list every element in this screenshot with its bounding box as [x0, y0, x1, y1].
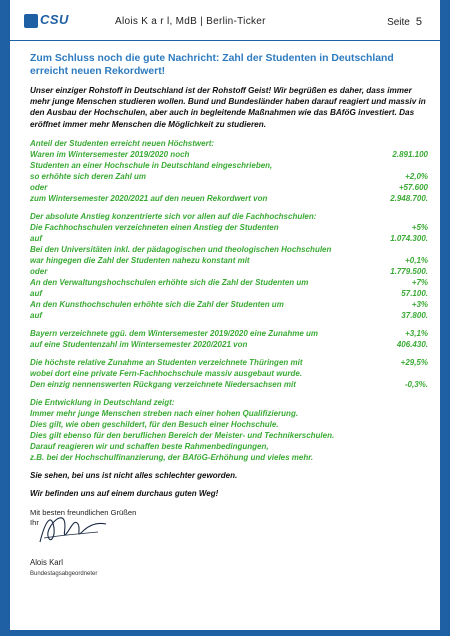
logo-text: CSU [40, 12, 69, 27]
line-value: 37.800. [401, 310, 428, 320]
page-number: 5 [415, 16, 422, 28]
data-line [30, 255, 428, 266]
data-line [30, 222, 428, 233]
line-value: 2.948.700. [390, 193, 428, 203]
conclusion-line: Immer mehr junge Menschen streben nach einer hohen Qualifizierung. [30, 408, 299, 418]
line-text: Bayern verzeichnete ggü. dem Wintersemester 2019/2020 eine Zunahme um [30, 328, 319, 338]
data-line [30, 288, 428, 299]
line-value: +7% [411, 277, 428, 287]
line-text: zum Wintersemester 2020/2021 auf den neuen Rekordwert von [30, 193, 268, 203]
right-border-bar [440, 0, 450, 636]
closing-remarks [30, 470, 428, 499]
line-text: oder [30, 182, 48, 192]
handwritten-signature [36, 508, 116, 550]
data-line [30, 160, 428, 171]
regards-ihr: Ihr [30, 517, 39, 527]
data-line [30, 339, 428, 350]
closing-line: Wir befinden uns auf einem durchaus guten Weg! [30, 488, 219, 498]
conclusion-line: Darauf reagieren wir und schaffen beste Rahmenbedingungen, [30, 441, 269, 451]
data-line [30, 379, 428, 390]
conclusion-line: z.B. bei der Hochschulfinanzierung, der BAföG-Erhöhung und vieles mehr. [30, 452, 314, 462]
line-value: +3% [411, 299, 428, 309]
data-line [30, 266, 428, 277]
section-bavaria [30, 328, 428, 350]
line-value: -0,3%. [404, 379, 428, 389]
line-text: auf [30, 288, 42, 298]
line-text: Anteil der Studenten erreicht neuen Höchstwert: [30, 138, 215, 148]
section-states [30, 357, 428, 390]
line-text: auf eine Studentenzahl im Wintersemester 2020/2021 von [30, 339, 248, 349]
line-text: Studenten an einer Hochschule in Deutschland eingeschrieben, [30, 160, 273, 170]
line-text: An den Kunsthochschulen erhöhte sich die Zahl der Studenten um [30, 299, 284, 309]
signature-block [30, 508, 428, 579]
regards-text: Mit besten freundlichen Grüßen [30, 507, 137, 517]
line-text: wobei dort eine private Fern-Fachhochschule massiv ausgebaut wurde. [30, 368, 303, 378]
article-content [30, 52, 428, 579]
line-text: Der absolute Anstieg konzentrierte sich vor allen auf die Fachhochschulen: [30, 211, 317, 221]
page-header [10, 0, 440, 38]
line-value [420, 368, 428, 379]
line-text: Die höchste relative Zunahme an Studenten verzeichnete Thüringen mit [30, 357, 303, 367]
data-line [30, 171, 428, 182]
line-value: 57.100. [401, 288, 428, 298]
line-text: auf [30, 233, 42, 243]
article-intro: Unser einziger Rohstoff in Deutschland ist der Rohstoff Geist! Wir begrüßen es daher, dass immer mehr junge Menschen studieren wollen. Bund und Bundesländer haben darauf reagiert und massiv in den Ausbau der Hochschulen, aber auch in begleitende Maßnahmen wie das BAföG investiert. Das eröffnet immer mehr Menschen die Möglichkeit zu studieren. [30, 86, 426, 129]
section-conclusion [30, 397, 428, 463]
data-line [30, 368, 428, 379]
line-text: auf [30, 310, 42, 320]
data-line [30, 244, 428, 255]
data-line [30, 138, 428, 149]
header-divider [10, 40, 440, 41]
data-line [30, 357, 428, 368]
data-line [30, 211, 428, 222]
line-value: +3,1% [405, 328, 428, 338]
left-border-bar [0, 0, 10, 636]
line-value: 2.891.100 [392, 149, 428, 159]
conclusion-line: Dies gilt ebenso für den beruflichen Bereich der Meister- und Technikerschulen. [30, 430, 335, 440]
conclusion-line: Dies gilt, wie oben geschildert, für den Besuch einer Hochschule. [30, 419, 279, 429]
section-university-types [30, 211, 428, 321]
line-value [420, 244, 428, 255]
line-value: 406.430. [396, 339, 428, 349]
data-line [30, 149, 428, 160]
line-value: 1.074.300. [390, 233, 428, 243]
line-value: +2,0% [405, 171, 428, 181]
line-value [420, 211, 428, 222]
data-line [30, 310, 428, 321]
csu-logo [24, 12, 69, 32]
line-text: An den Verwaltungshochschulen erhöhte sich die Zahl der Studenten um [30, 277, 309, 287]
data-line [30, 277, 428, 288]
line-text: so erhöhte sich deren Zahl um [30, 171, 147, 181]
data-line [30, 182, 428, 193]
line-text: Waren im Wintersemester 2019/2020 noch [30, 149, 190, 159]
data-line [30, 233, 428, 244]
line-value: 1.779.500. [390, 266, 428, 276]
data-line [30, 328, 428, 339]
line-text: war hingegen die Zahl der Studenten nahezu konstant mit [30, 255, 250, 265]
line-value: +29,5% [400, 357, 428, 367]
data-line [30, 299, 428, 310]
line-value [420, 138, 428, 149]
article-headline: Zum Schluss noch die gute Nachricht: Zahl der Studenten in Deutschland erreicht neuen Rekordwert! [30, 53, 394, 77]
signature-name: Alois Karl [30, 557, 63, 567]
bottom-border-bar [10, 630, 440, 636]
closing-line: Sie sehen, bei uns ist nicht alles schlechter geworden. [30, 470, 238, 480]
line-text: Bei den Universitäten inkl. der pädagogischen und theologischen Hochschulen [30, 244, 332, 254]
line-value: +5% [411, 222, 428, 232]
header-title: Alois K a r l, MdB | Berlin-Ticker [115, 16, 266, 27]
line-text: Die Fachhochschulen verzeichneten einen Anstieg der Studenten [30, 222, 279, 232]
page-label: Seite [387, 17, 410, 28]
line-value [420, 160, 428, 171]
line-text: oder [30, 266, 48, 276]
logo-mark-icon [24, 14, 38, 28]
line-value: +57.600 [398, 182, 428, 192]
conclusion-line: Die Entwicklung in Deutschland zeigt: [30, 397, 175, 407]
data-line [30, 193, 428, 204]
line-value: +0,1% [405, 255, 428, 265]
section-record-total [30, 138, 428, 204]
line-text: Den einzig nennenswerten Rückgang verzeichnete Niedersachsen mit [30, 379, 296, 389]
signature-role: Bundestagsabgeordneter [30, 570, 98, 577]
page-indicator [387, 16, 422, 28]
